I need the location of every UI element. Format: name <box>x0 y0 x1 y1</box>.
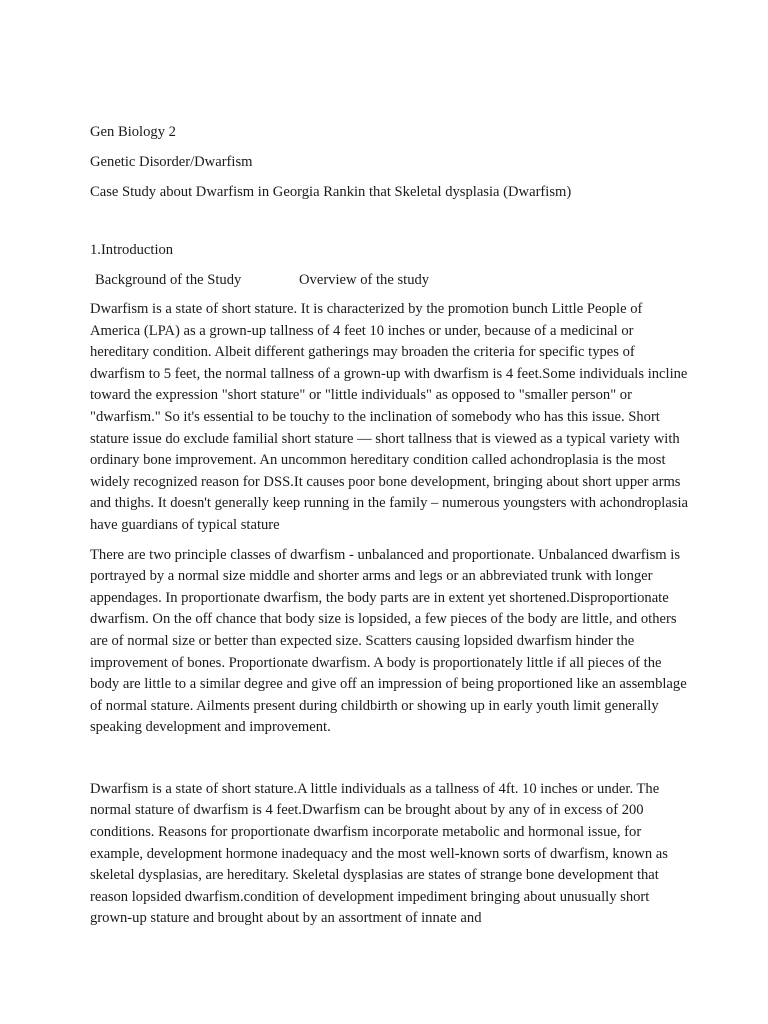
paragraph-1: Dwarfism is a state of short stature. It is characterized by the promotion bunch Little People of America (LPA) as a grown-up tallness of 4 feet 10 inches or under, because of a medicinal or hereditary condition. Albeit different gatherings may broaden the criteria for specific types of dwarfism to 5 feet, the normal tallness of a grown-up with dwarfism is 4 feet.Some individuals incline toward the expression "short stature" or "little individuals" as opposed to "smaller person" or "dwarfism." So it's essential to be touchy to the inclination of somebody who has this issue. Short stature issue do exclude familial short stature — short tallness that is viewed as a typical variety with ordinary bone improvement. An uncommon hereditary condition called achondroplasia is the most widely recognized reason for DSS.It causes poor bone development, bringing about short upper arms and thighs. It doesn't generally keep running in the family – numerous youngsters with achondroplasia have guardians of typical stature <box>90 301 689 533</box>
topic-title: Genetic Disorder/Dwarfism <box>90 154 253 170</box>
paragraph-2: There are two principle classes of dwarfism - unbalanced and proportionate. Unbalanced dwarfism is portrayed by a normal size middle and shorter arms and legs or an abbreviated trunk with longer appendages. In proportionate dwarfism, the body parts are in extent yet shortened.Disproportionate dwarfism. On the off chance that body size is lopsided, a few pieces of the body are little, and others are of normal size or better than expected size. Scatters causing lopsided dwarfism hinder the improvement of bones. Proportionate dwarfism. A body is proportionately little if all pieces of the body are little to a similar degree and give off an impression of being proportioned like an assemblage of normal stature. Ailments present during childbirth or showing up in early youth limit generally speaking development and improvement. <box>90 546 687 736</box>
subheading-row <box>90 269 690 291</box>
course-title: Gen Biology 2 <box>90 124 176 140</box>
subheading-background: Background of the Study <box>95 272 242 288</box>
document-page <box>90 121 690 930</box>
section-heading: 1.Introduction <box>90 242 174 258</box>
case-study-title: Case Study about Dwarfism in Georgia Rankin that Skeletal dysplasia (Dwarfism) <box>90 184 572 200</box>
subheading-overview: Overview of the study <box>299 272 430 288</box>
paragraph-3: Dwarfism is a state of short stature.A little individuals as a tallness of 4ft. 10 inches or under. The normal stature of dwarfism is 4 feet.Dwarfism can be brought about by any of in excess of 200 conditions. Reasons for proportionate dwarfism incorporate metabolic and hormonal issue, for example, development hormone inadequacy and the most well-known sorts of dwarfism, known as skeletal dysplasias, are hereditary. Skeletal dysplasias are states of strange bone development that reason lopsided dwarfism.condition of development impediment bringing about unusually short grown-up stature and brought about by an assortment of innate and <box>90 780 668 927</box>
